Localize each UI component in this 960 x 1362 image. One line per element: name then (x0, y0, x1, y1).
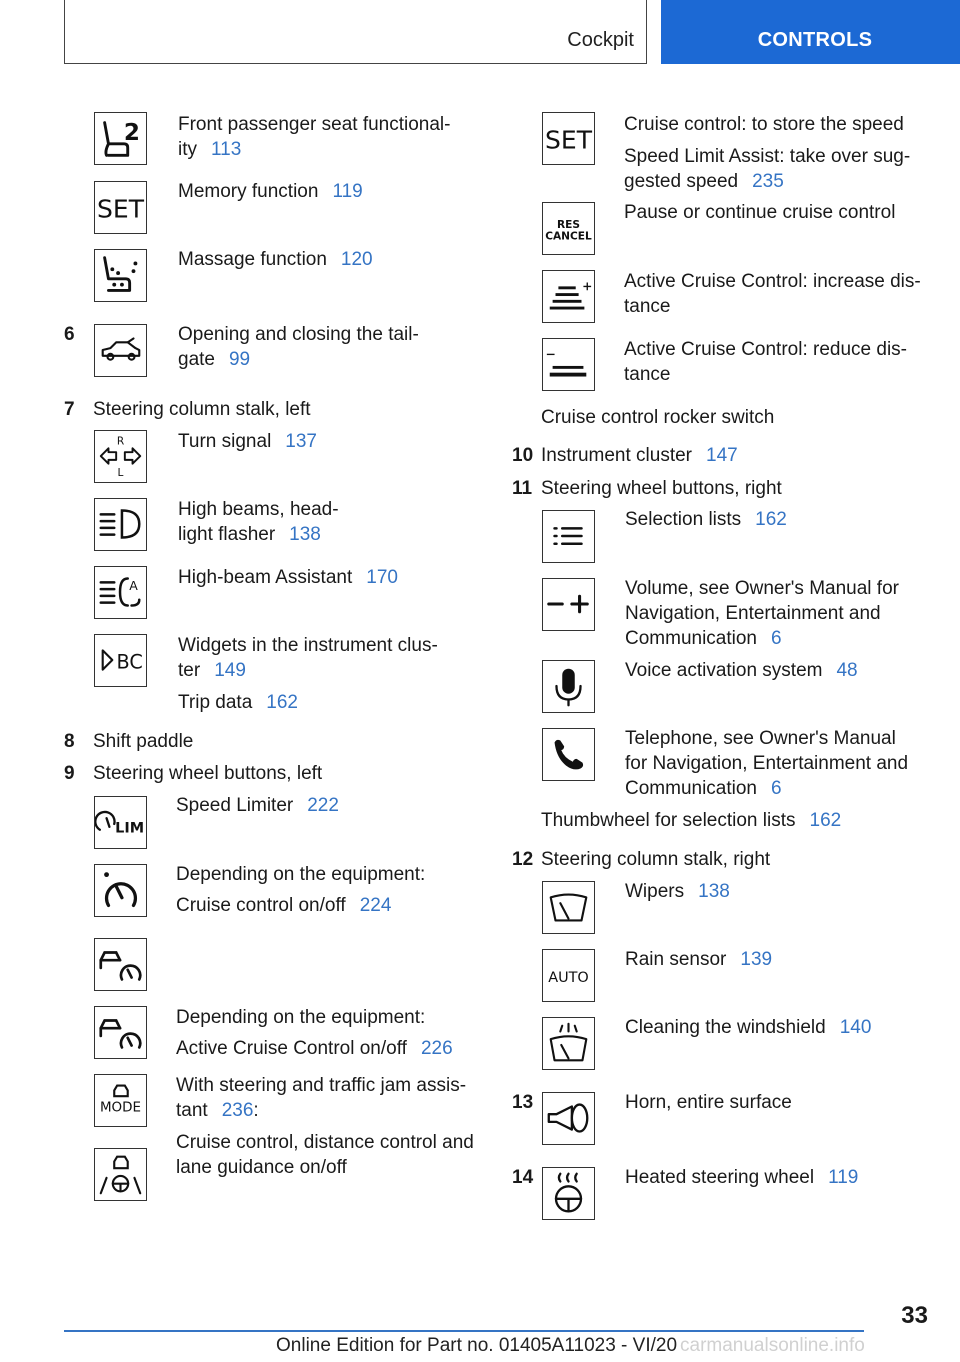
auto-icon (542, 949, 595, 1002)
set-speed-text: Cruise control: to store the speed (624, 114, 904, 135)
phone-text: Telephone, see Owner's Manual for Navigation, Entertainment and Communication 6 (625, 728, 909, 799)
page-link[interactable]: 149 (214, 660, 246, 681)
header-section-title: Cockpit (567, 29, 634, 51)
page-link[interactable]: 222 (307, 795, 339, 816)
page-link[interactable]: 119 (828, 1167, 859, 1188)
set-icon-label: SET (545, 125, 592, 155)
footer-edition: Online Edition for Part no. 01405A11023 - VI/20 (276, 1335, 678, 1356)
wheel-right-heading: Steering wheel buttons, right (541, 478, 782, 499)
guidance-text: Cruise control, distance control and lane guidance on/off (176, 1132, 474, 1178)
footer-divider (64, 1330, 864, 1332)
rocker-switch-text: Cruise control rocker switch (541, 407, 775, 428)
page-link[interactable]: 99 (228, 349, 251, 370)
assist-text: With steering and traffic jam assis- tant 236: (176, 1075, 467, 1121)
page-link[interactable]: 235 (752, 171, 784, 192)
volume-text: Volume, see Owner's Manual for Navigation, Entertainment and Communication 6 (625, 578, 899, 649)
selection-lists-text: Selection lists 162 (625, 509, 787, 530)
item-number: 6 (64, 324, 75, 345)
page-link[interactable]: 138 (698, 881, 730, 902)
header-chapter-box (661, 0, 960, 64)
page-link[interactable]: 162 (809, 810, 842, 831)
widgets-text: Widgets in the instrument clus- ter 149 (178, 635, 438, 681)
thumbwheel-text: Thumbwheel for selection lists 162 (541, 810, 842, 831)
speed-limiter-text: Speed Limiter 222 (176, 795, 339, 816)
phone-icon (542, 728, 595, 781)
header-section-box (64, 0, 647, 64)
page-link[interactable]: 113 (211, 139, 242, 160)
acc-icon (94, 1006, 147, 1059)
lim-icon (94, 796, 147, 849)
washer-text: Cleaning the windshield 140 (625, 1017, 872, 1038)
page-link[interactable]: 120 (340, 249, 373, 270)
speed-limit-assist-text: Speed Limit Assist: take over sug- gested speed 235 (624, 146, 911, 192)
distance-plus-text: Active Cruise Control: increase dis- tance (624, 271, 921, 317)
set-icon (542, 112, 595, 165)
set-icon-label: SET (97, 194, 144, 224)
item-number: 9 (64, 763, 75, 784)
high-beam-text: High beams, head- light flasher 138 (178, 499, 339, 545)
watermark: carmanualsonline.info (680, 1335, 865, 1356)
bc-icon (94, 634, 147, 687)
shift-paddle-text: Shift paddle (93, 731, 194, 752)
mode-icon-label: MODE (99, 1099, 142, 1116)
mode-icon (94, 1074, 147, 1127)
item-number: 12 (512, 849, 534, 870)
bc-icon-label: BC (116, 650, 143, 674)
acc-dep-text: Depending on the equipment: (176, 1007, 426, 1028)
turn-signal-text: Turn signal 137 (178, 431, 317, 452)
item-number: 11 (512, 478, 533, 499)
item-number: 8 (64, 731, 75, 752)
rain-sensor-text: Rain sensor 139 (625, 949, 773, 970)
page-link[interactable]: 138 (289, 524, 321, 545)
massage-icon (94, 249, 147, 302)
wipers-text: Wipers 138 (625, 881, 730, 902)
trip-data-text: Trip data 162 (178, 692, 298, 713)
acc-onoff-text: Active Cruise Control on/off 226 (176, 1038, 453, 1059)
washer-icon (542, 1017, 595, 1070)
page-number: 33 (901, 1302, 928, 1329)
volume-icon (542, 578, 595, 631)
page-link[interactable]: 6 (771, 628, 782, 649)
page-link[interactable]: 6 (771, 778, 782, 799)
svg-text:L: L (117, 467, 124, 480)
seat-2-icon (94, 112, 147, 165)
svg-text:A: A (129, 578, 138, 594)
massage-text: Massage function 120 (178, 249, 373, 270)
page-link[interactable]: 147 (706, 445, 738, 466)
voice-text: Voice activation system 48 (625, 660, 858, 681)
turn-signal-icon (94, 430, 147, 483)
cruise-onoff-text: Cruise control on/off 224 (176, 895, 392, 916)
distance-plus-icon (542, 270, 595, 323)
page-link[interactable]: 48 (836, 660, 858, 681)
page-link[interactable]: 226 (420, 1038, 453, 1059)
svg-text:CANCEL: CANCEL (545, 230, 592, 243)
page-link[interactable]: 162 (755, 509, 787, 530)
microphone-icon (542, 660, 595, 713)
page-link[interactable]: 137 (285, 431, 317, 452)
item-number: 10 (512, 445, 534, 466)
heated-wheel-icon (542, 1167, 595, 1220)
distance-minus-icon (542, 338, 595, 391)
page-link[interactable]: 224 (359, 895, 392, 916)
stalk-right-heading: Steering column stalk, right (541, 849, 771, 870)
horn-text: Horn, entire surface (625, 1092, 792, 1113)
memory-text: Memory function 119 (178, 181, 363, 202)
horn-icon (542, 1092, 595, 1145)
svg-text:RES: RES (557, 219, 580, 232)
lane-guidance-icon (94, 1148, 147, 1201)
svg-text:R: R (116, 435, 125, 448)
header-chapter-title: CONTROLS (757, 29, 873, 51)
page-link[interactable]: 140 (839, 1017, 872, 1038)
res-cancel-icon (542, 202, 595, 255)
tailgate-text: Opening and closing the tail- gate 99 (178, 324, 419, 370)
page-link[interactable]: 170 (366, 567, 398, 588)
high-beam-assistant-icon (94, 566, 147, 619)
item-number: 14 (512, 1167, 534, 1188)
high-beam-icon (94, 498, 147, 551)
wheel-left-heading: Steering wheel buttons, left (93, 763, 323, 784)
res-text: Pause or continue cruise control (624, 202, 896, 223)
item-number: 7 (64, 399, 75, 420)
distance-minus-text: Active Cruise Control: reduce dis- tance (624, 339, 907, 385)
item-number: 13 (512, 1092, 534, 1113)
acc-icon (94, 938, 147, 991)
set-icon (94, 181, 147, 234)
page-link[interactable]: 162 (266, 692, 298, 713)
auto-icon-label: AUTO (548, 969, 589, 986)
seat-passenger-text: Front passenger seat functional- ity 113 (178, 114, 451, 160)
cruise-icon (94, 864, 147, 917)
lim-icon-label: LIM (115, 820, 145, 837)
page-link[interactable]: 119 (332, 181, 363, 202)
high-beam-assistant-text: High-beam Assistant 170 (178, 567, 398, 588)
page-link[interactable]: 236 (221, 1100, 254, 1121)
wiper-icon (542, 881, 595, 934)
page-link[interactable]: 139 (740, 949, 773, 970)
list-icon (542, 510, 595, 563)
svg-text:2: 2 (123, 119, 140, 146)
stalk-left-heading: Steering column stalk, left (93, 399, 311, 420)
heated-wheel-text: Heated steering wheel 119 (625, 1167, 859, 1188)
instrument-cluster-text: Instrument cluster 147 (541, 445, 738, 466)
tailgate-icon (94, 324, 147, 377)
cruise-dep-text: Depending on the equipment: (176, 864, 426, 885)
